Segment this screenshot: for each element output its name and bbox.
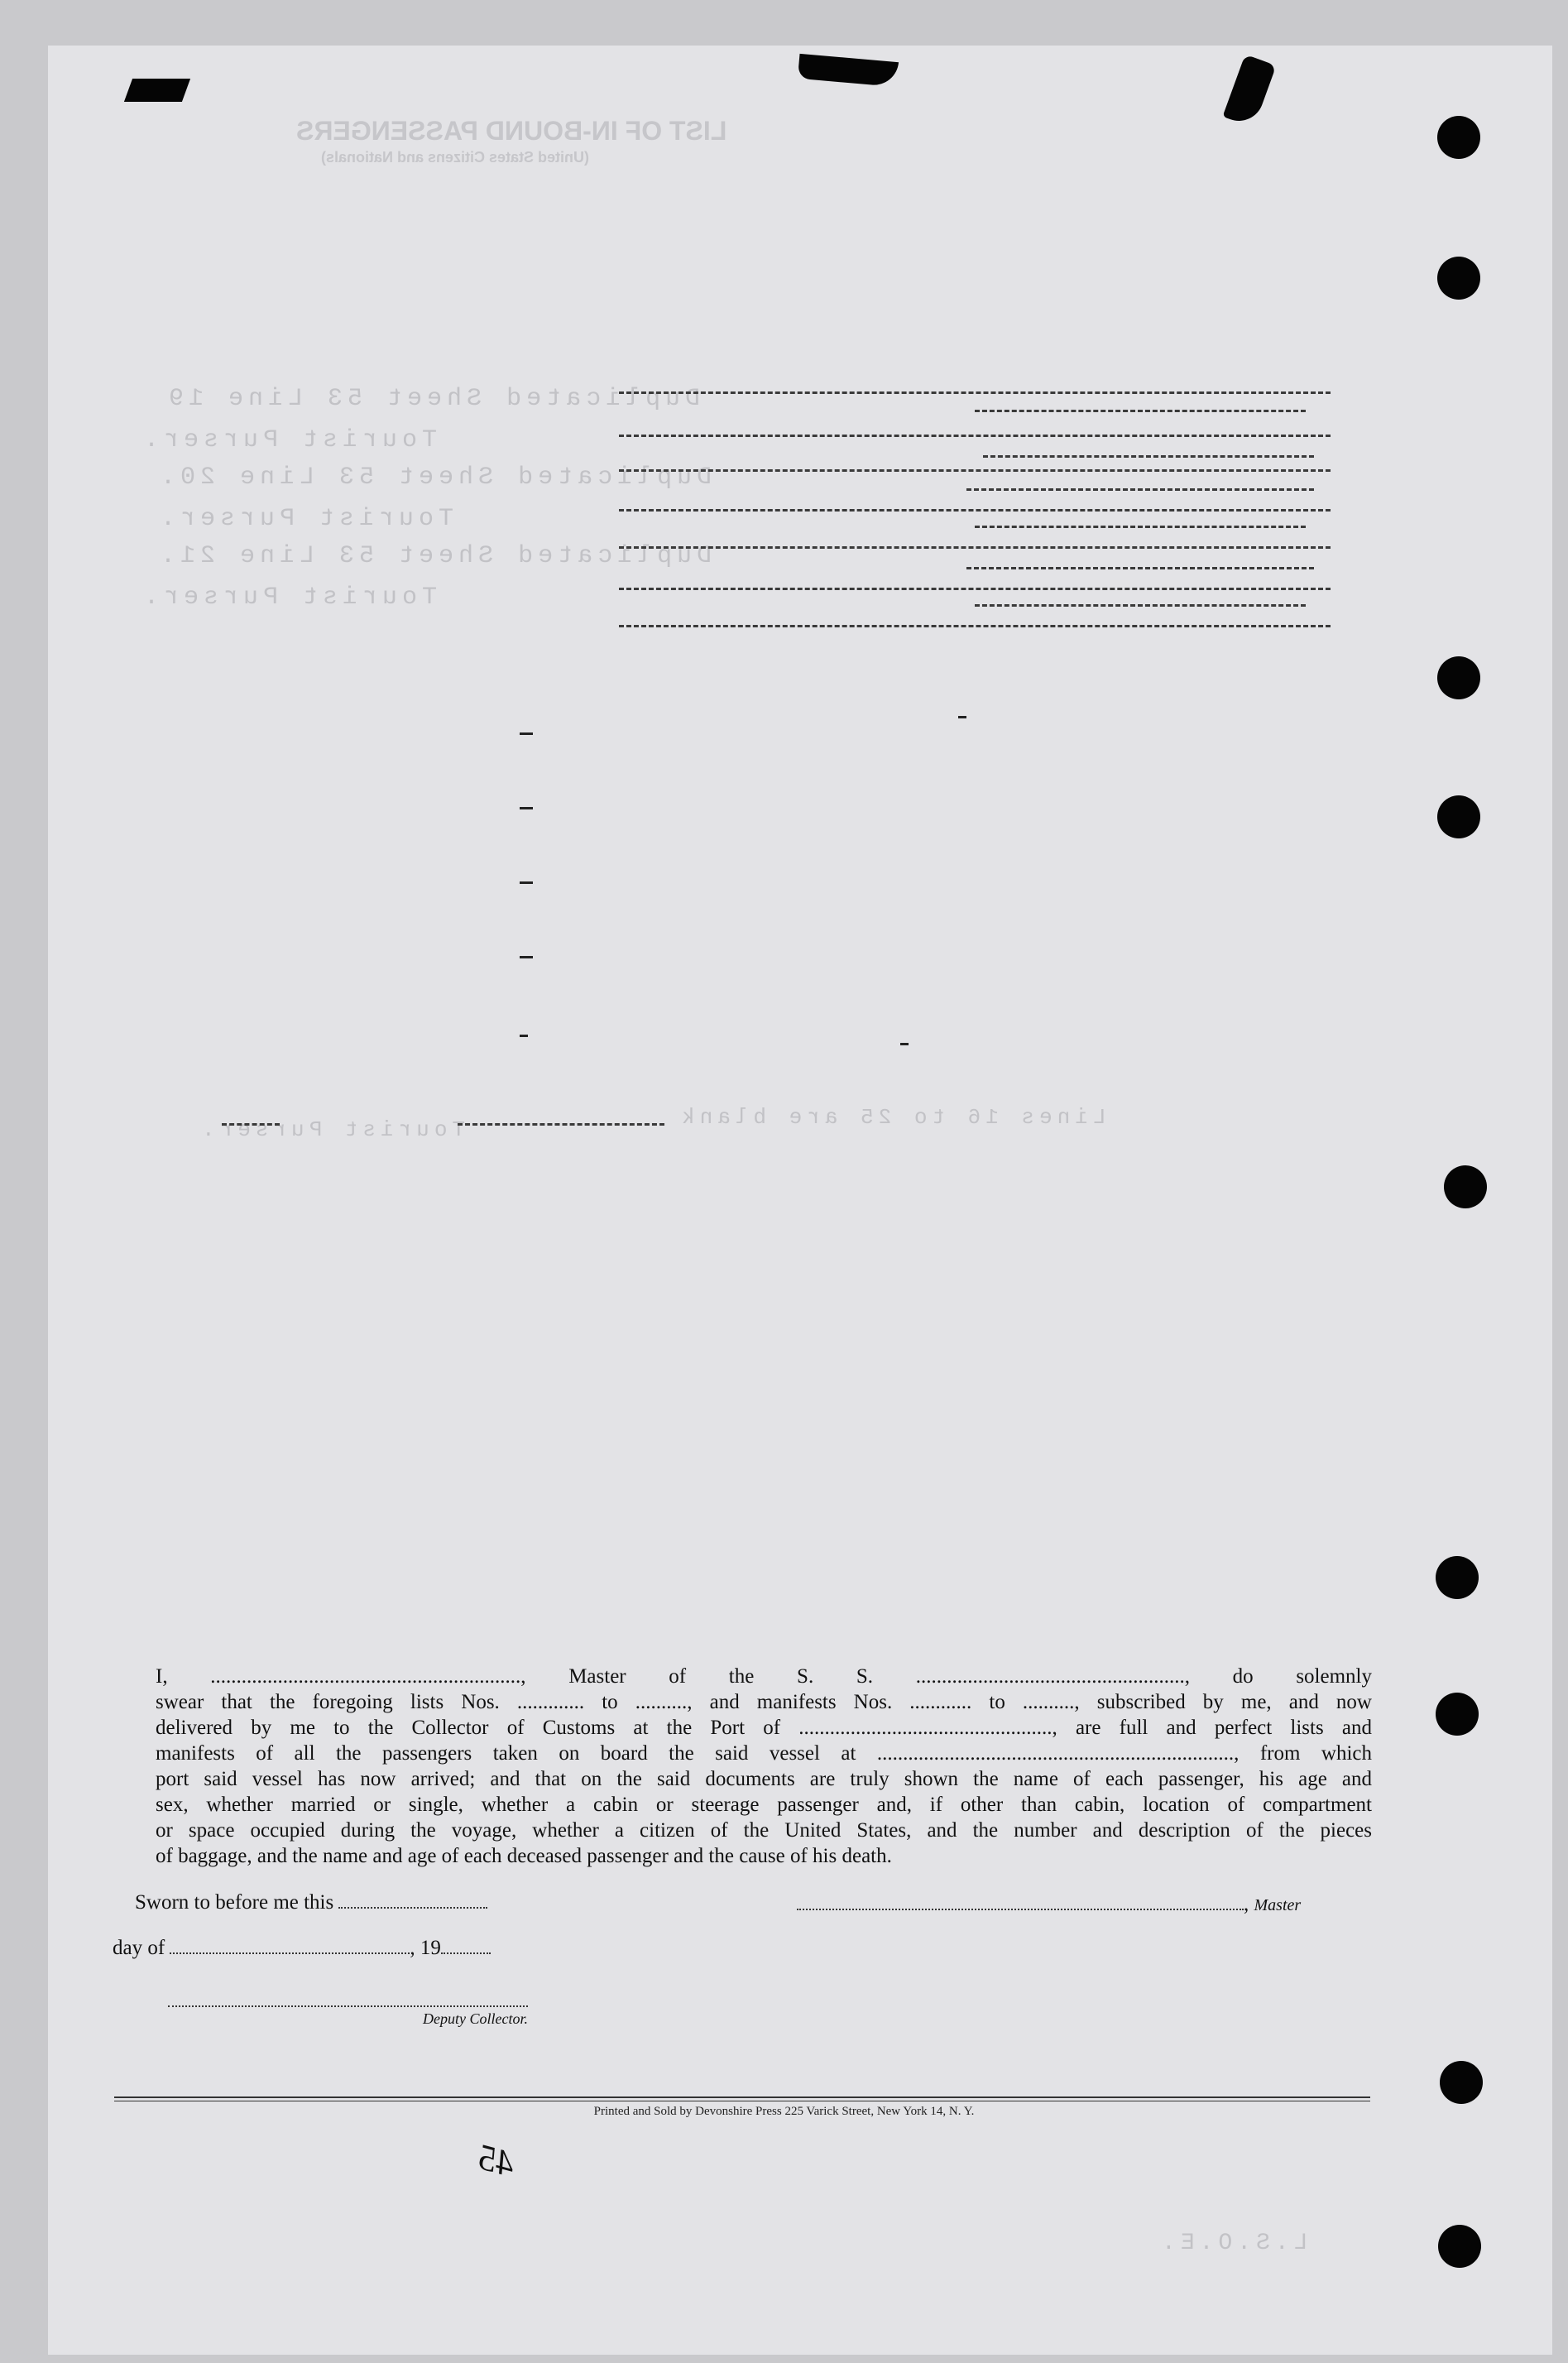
bleed-row-3: Duplicated Sheet 53 Line 20. [156, 463, 712, 492]
punch-hole-2 [1437, 257, 1480, 300]
punch-hole-1 [1437, 116, 1480, 159]
master-line: , Master [797, 1893, 1301, 1916]
punch-hole-5 [1444, 1165, 1487, 1208]
sworn-blank[interactable] [338, 1892, 487, 1909]
cancel-line-7 [619, 509, 1331, 512]
punch-hole-4 [1437, 795, 1480, 838]
cancel-line-2 [975, 410, 1306, 412]
oath-line-1: I, ............................................................, Master of the S. S. ...................................................., do solemnly [156, 1665, 1372, 1688]
bleed-heading: LIST OF IN-BOUND PASSENGERS [296, 116, 727, 146]
master-label: Master [1254, 1896, 1302, 1914]
bleed-row-7: Lines 16 to 25 are blank [677, 1105, 1106, 1130]
cancel-line-9 [619, 546, 1331, 549]
blank-dash-6 [958, 716, 966, 718]
manifest-sheet [48, 46, 1552, 2355]
cancel-line-14 [458, 1123, 664, 1126]
punch-hole-6 [1436, 1556, 1479, 1599]
bleed-row-8: Tourist Purser. [197, 1117, 466, 1142]
deputy-label: Deputy Collector. [423, 2010, 528, 2027]
bleed-row-6: Tourist Purser. [139, 584, 438, 612]
blank-dash-5 [520, 1035, 528, 1037]
cancel-line-5 [619, 469, 1331, 472]
blank-dash-3 [520, 881, 533, 884]
cancel-line-6 [966, 488, 1314, 491]
blank-dash-7 [900, 1043, 909, 1045]
punch-hole-8 [1440, 2061, 1483, 2104]
torn-edge-left [124, 79, 190, 102]
oath-line-7: or space occupied during the voyage, whether a citizen of the United States, and the number and description of the pieces [156, 1819, 1372, 1842]
sworn-label: Sworn to before me this [135, 1891, 334, 1914]
punch-hole-3 [1437, 656, 1480, 699]
master-signature-blank[interactable] [797, 1894, 1244, 1910]
punch-hole-7 [1436, 1693, 1479, 1736]
bleed-stamp: L.S.O.E. [1157, 2231, 1308, 2256]
cancel-line-4 [983, 455, 1314, 458]
cancel-line-10 [966, 567, 1314, 569]
cancel-line-13 [619, 625, 1331, 627]
oath-line-3: delivered by me to the Collector of Customs at the Port of ................................................., are full and perfect lists and [156, 1717, 1372, 1739]
handwritten-note: 45 [473, 2136, 520, 2185]
deputy-signature-blank[interactable] [168, 1991, 528, 2007]
cancel-line-11 [619, 588, 1331, 590]
day-of-line: day of , 19 [113, 1937, 491, 1960]
cancel-line-8 [975, 526, 1306, 528]
bleed-row-2: Tourist Purser. [139, 426, 438, 454]
bleed-row-1: Duplicated Sheet 53 Line 19 [164, 385, 701, 413]
bleed-subheading: (United States Citizens and Nationals) [321, 149, 590, 166]
cancel-line-1 [619, 391, 1331, 394]
blank-dash-2 [520, 807, 533, 809]
blank-dash-4 [520, 956, 533, 958]
bleed-row-5: Duplicated Sheet 53 Line 21. [156, 542, 712, 570]
blank-dash-1 [520, 732, 533, 735]
year-prefix: 19 [420, 1937, 441, 1959]
oath-line-8: of baggage, and the name and age of each deceased passenger and the cause of his death. [156, 1845, 892, 1867]
oath-line-6: sex, whether married or single, whether a cabin or steerage passenger and, if other than cabin, location of compartment [156, 1794, 1372, 1816]
printer-credit: Printed and Sold by Devonshire Press 225 Varick Street, New York 14, N. Y. [593, 2105, 975, 2118]
bleed-row-4: Tourist Purser. [156, 505, 454, 533]
oath-line-4: manifests of all the passengers taken on board the said vessel at ....................................................................., from which [156, 1742, 1372, 1765]
day-of-label: day of [113, 1937, 165, 1959]
footer-rule-top [114, 2096, 1370, 2098]
sworn-line [135, 1891, 487, 1914]
punch-hole-9 [1438, 2225, 1481, 2268]
cancel-line-12 [975, 604, 1306, 607]
cancel-line-15 [222, 1123, 280, 1126]
oath-paragraph [156, 1664, 1372, 1869]
day-of-blank[interactable] [170, 1938, 410, 1954]
oath-line-2: swear that the foregoing lists Nos. ............. to .........., and manifests Nos. ............ to .........., subscribed by me, and now [156, 1691, 1372, 1713]
year-blank[interactable] [441, 1938, 491, 1954]
cancel-line-3 [619, 435, 1331, 437]
oath-line-5: port said vessel has now arrived; and that on the said documents are truly shown the name of each passenger, his age and [156, 1768, 1372, 1790]
deputy-line [168, 1991, 528, 2028]
